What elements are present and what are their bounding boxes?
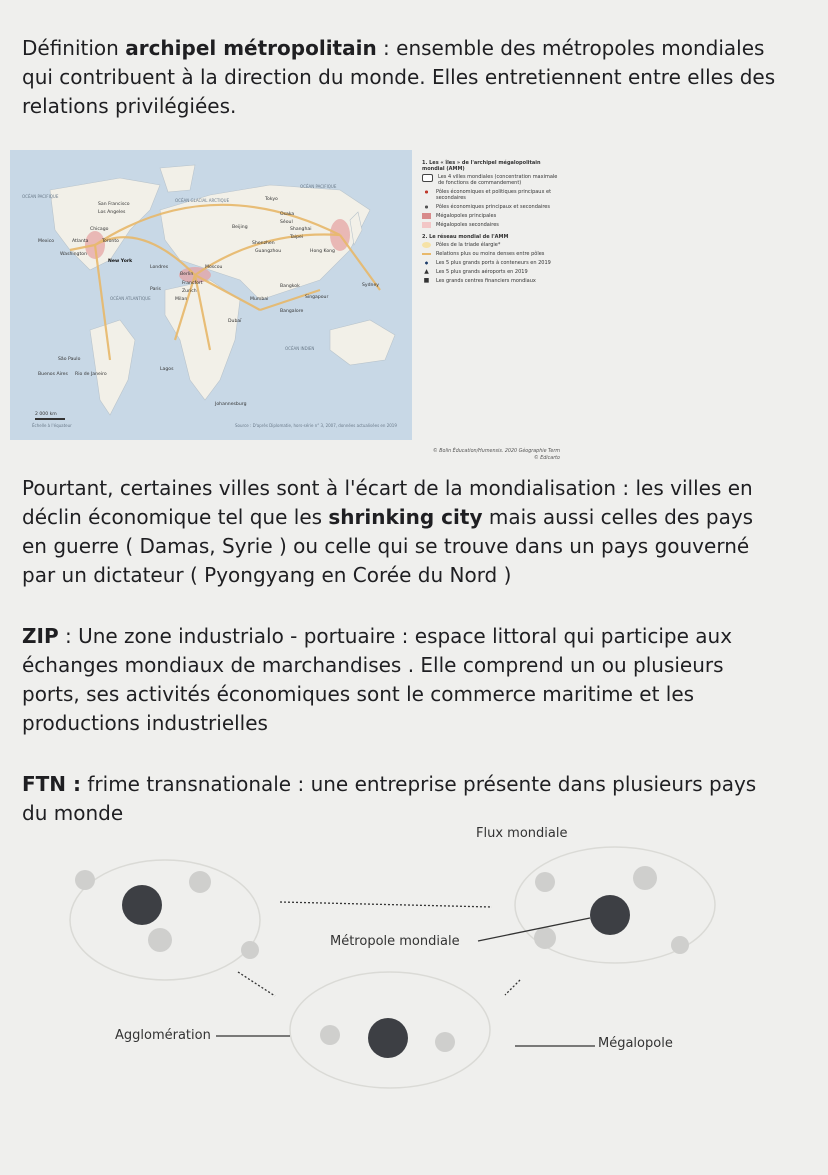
ocean-indian: OCÉAN INDIEN [285, 346, 315, 351]
city-beijing: Beijing [232, 225, 248, 230]
definition-prefix: Définition [22, 36, 126, 60]
shrinking-city-term: shrinking city [328, 505, 483, 529]
diagram-svg [0, 820, 828, 1120]
metropolis-dot-bottom [368, 1018, 408, 1058]
city-paris: Paris [150, 287, 161, 292]
agglomeration-ellipse-left [70, 860, 260, 980]
definition-term: archipel métropolitain [125, 36, 377, 60]
map-legend [422, 160, 562, 287]
legend-item: Mégalopoles secondaires [422, 222, 562, 228]
zip-term: ZIP [22, 624, 59, 648]
city-buenos-aires: Buenos Aires [38, 372, 68, 377]
city-mexico: Mexico [38, 239, 55, 244]
city-london: Londres [150, 265, 169, 270]
legend-item: Les 5 plus grands ports à conteneurs en 2019 [422, 260, 562, 266]
city-dubai: Dubaï [228, 319, 242, 324]
city-milan: Milan [175, 297, 188, 302]
legend-item: Pôles économiques et politiques principaux et secondaires [422, 189, 562, 201]
pourtant-paragraph: Pourtant, certaines villes sont à l'écart de la mondialisation : les villes en déclin économique tel que les shrinking city mais aussi celles des pays en guerre ( Damas, Syrie ) ou celle qui se trouve dans un pays gouverné par un dictateur ( Pyongyang en Corée du Nord ) [22, 476, 754, 587]
city-rio: Rio de Janeiro [75, 372, 107, 377]
metropole-pointer [478, 918, 590, 941]
city-san-francisco: San Francisco [98, 202, 130, 207]
legend-item: Les 4 villes mondiales (concentration maximale de fonctions de commandement) [422, 174, 562, 186]
city-chicago: Chicago [90, 227, 109, 232]
label-agglomeration: Agglomération [115, 1028, 211, 1043]
flux-line-left [238, 972, 275, 996]
city-hong-kong: Hong Kong [310, 249, 335, 254]
definition-paragraph [22, 34, 782, 121]
world-map [10, 150, 412, 440]
label-megalopole: Mégalopole [598, 1036, 673, 1051]
city-washington: Washington [60, 252, 87, 257]
city-singapore: Singapour [305, 295, 329, 300]
city-new-york: New York [108, 259, 133, 264]
map-scale-note: Échelle à l'équateur [32, 423, 72, 428]
legend-item: Pôles de la triade élargie* [422, 242, 562, 248]
city-taipei: Taipei [290, 235, 304, 240]
legend-item: Pôles économiques principaux et secondaires [422, 204, 562, 210]
city-bangkok: Bangkok [280, 284, 300, 289]
city-frankfurt: Francfort [182, 281, 203, 286]
city-shenzhen: Shenzhen [252, 241, 275, 246]
legend-heading-1: 1. Les « îles » de l'archipel mégalopolitain mondial (AMM) [422, 160, 541, 172]
city-atlanta: Atlanta [72, 239, 89, 244]
city-bangalore: Bangalore [280, 309, 304, 314]
metropolis-dot-left [122, 885, 162, 925]
city-shanghai: Shanghai [290, 227, 312, 232]
flux-line-right [505, 980, 520, 995]
city-mumbai: Mumbai [250, 297, 269, 302]
label-flux-mondiale: Flux mondiale [476, 826, 568, 841]
ocean-atlantic: OCÉAN ATLANTIQUE [110, 296, 151, 301]
definition-text: : ensemble des métropoles mondiales qui contribuent à la direction du monde. Elles entretiennent entre elles des relations privilégiées. [22, 36, 776, 118]
city-guangzhou: Guangzhou [255, 249, 282, 254]
city-berlin: Berlin [180, 272, 194, 277]
metropolis-dot-right [590, 895, 630, 935]
legend-item: ■ Les grands centres financiers mondiaux [423, 277, 536, 284]
ocean-pacific-east: OCÉAN PACIFIQUE [300, 184, 337, 189]
city-zurich: Zurich [182, 289, 197, 294]
world-map-svg [10, 150, 412, 440]
city-sao-paulo: São Paulo [58, 357, 81, 362]
legend-item: Relations plus ou moins denses entre pôles [422, 251, 562, 257]
ocean-glacial: OCÉAN GLACIAL ARCTIQUE [175, 198, 230, 203]
city-toronto: Toronto [102, 239, 119, 244]
flux-line-top [280, 902, 492, 907]
city-seoul: Séoul [280, 220, 293, 225]
zip-paragraph: ZIP : Une zone industrialo - portuaire : espace littoral qui participe aux échanges mondiaux de marchandises . Elle comprend un ou plusieurs ports, ses activités économiques sont le commerce maritime et les productions industrielles [22, 624, 733, 735]
city-tokyo: Tokyo [265, 197, 278, 202]
ftn-paragraph: FTN : frime transnationale : une entreprise présente dans plusieurs pays du monde [22, 772, 757, 825]
city-moscow: Moscou [205, 265, 223, 270]
legend-item: Mégalopoles principales [422, 213, 562, 219]
city-osaka: Osaka [280, 212, 295, 217]
city-lagos: Lagos [160, 367, 174, 372]
label-metropole-mondiale: Métropole mondiale [330, 934, 460, 949]
legend-heading-2: 2. Le réseau mondial de l'AMM [422, 234, 509, 240]
city-los-angeles: Los Angeles [98, 210, 126, 215]
metropolis-diagram [0, 820, 828, 1120]
map-scale: 2 000 km [35, 412, 57, 417]
city-sydney: Sydney [362, 283, 380, 288]
city-johannesburg: Johannesburg [215, 402, 247, 407]
map-credit: © Bolin Éducation/Humensis. 2020 Géographie Term © Edicarto [432, 449, 560, 461]
ftn-term: FTN : [22, 772, 82, 796]
legend-item: ▲ Les 5 plus grands aéroports en 2019 [424, 268, 528, 275]
ocean-pacific-west: OCÉAN PACIFIQUE [22, 194, 59, 199]
map-source: Source : D'après Diplomatie, hors-série n° 3, 2007, données actualisées en 2019 [235, 423, 397, 428]
